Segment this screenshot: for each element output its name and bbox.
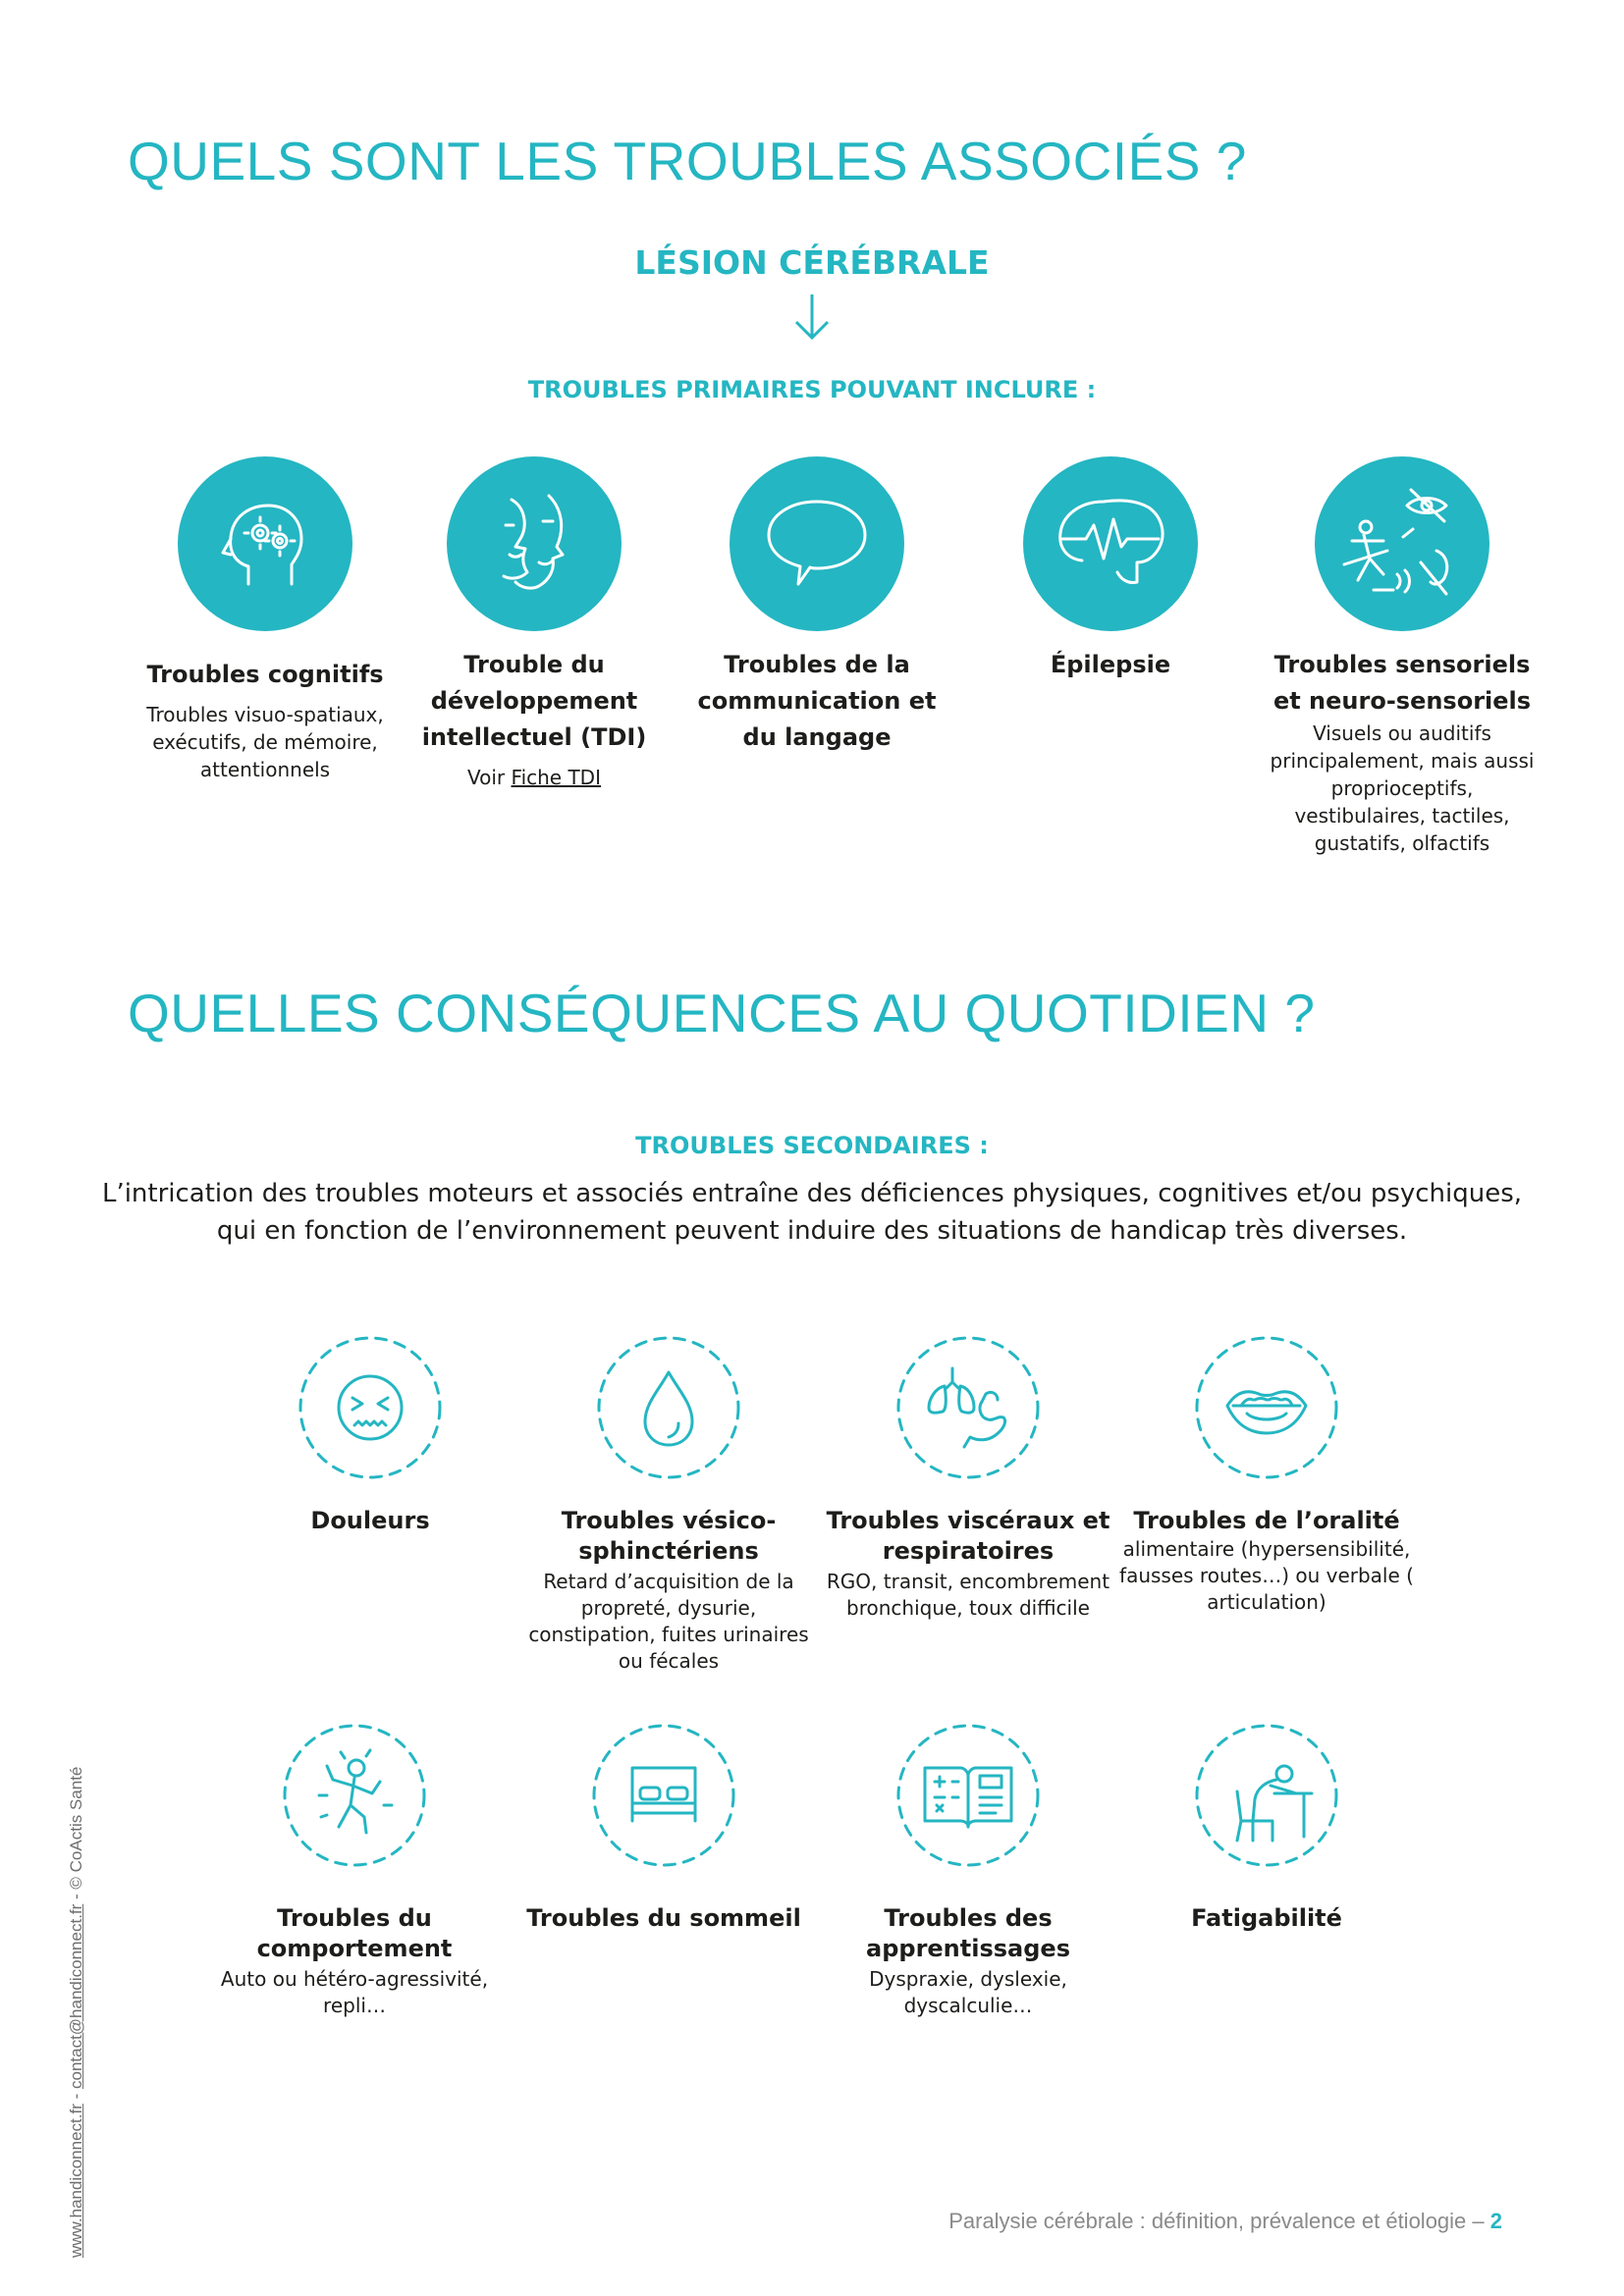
- primary-item-sensoriels: [1270, 456, 1535, 857]
- fiche-tdi-link[interactable]: Fiche TDI: [511, 766, 601, 789]
- primary-desc: Troubles visuo-spatiaux, exécutifs, de mémoire, attentionnels: [146, 703, 384, 781]
- primary-desc: Visuels ou auditifs principalement, mais aussi proprioceptifs, vestibulaires, tactiles, gustatifs, olfactifs: [1270, 721, 1535, 855]
- agitated-person-icon: [282, 1723, 427, 1868]
- secondary-item-vesico: [521, 1335, 816, 1675]
- footer-text: Paralysie cérébrale : définition, prévalence et étiologie –: [948, 2209, 1490, 2233]
- secondary-name: Troubles du comportement: [256, 1904, 453, 1962]
- arrow-down-icon: [791, 293, 833, 342]
- secondary-item-douleurs: [223, 1335, 517, 1536]
- email-link[interactable]: contact@handiconnect.fr: [67, 1903, 85, 2090]
- secondary-item-comportement: [207, 1723, 502, 2019]
- secondary-item-fatigabilite: [1119, 1723, 1414, 1934]
- secondary-name: Troubles des apprentissages: [866, 1904, 1070, 1962]
- senses-icon: [1315, 456, 1489, 631]
- primary-item-cognitifs: [133, 456, 398, 783]
- drop-icon: [596, 1335, 741, 1480]
- pain-face-icon: [298, 1335, 443, 1480]
- two-faces-icon: [447, 456, 622, 631]
- open-book-icon: [895, 1723, 1041, 1868]
- intro-line-2: qui en fonction de l’environnement peuvent induire des situations de handicap très diverses.: [216, 1216, 1408, 1246]
- secondary-item-sommeil: [516, 1723, 811, 1934]
- secondary-name: Troubles viscéraux et respiratoires: [826, 1507, 1110, 1565]
- secondary-name: Troubles de l’oralité: [1133, 1507, 1400, 1534]
- secondary-desc: alimentaire (hypersensibilité, fausses routes…) ou verbale ( articulation): [1119, 1537, 1414, 1614]
- brain-pulse-icon: [1023, 456, 1198, 631]
- page-title-consequences: QUELLES CONSÉQUENCES AU QUOTIDIEN ?: [128, 983, 1316, 1043]
- secondary-desc: RGO, transit, encombrement bronchique, toux difficile: [826, 1570, 1110, 1620]
- page-footer: [948, 2209, 1502, 2234]
- primary-item-epilepsie: [978, 456, 1243, 683]
- primary-name: Troubles de la communication et du langage: [697, 651, 937, 751]
- secondary-desc: Auto ou hétéro-agressivité, repli…: [220, 1967, 489, 2017]
- secondary-name: Fatigabilité: [1191, 1904, 1342, 1932]
- mouth-icon: [1194, 1335, 1339, 1480]
- primary-name: Épilepsie: [1050, 651, 1171, 678]
- lesion-cerebrale-label: LÉSION CÉRÉBRALE: [634, 243, 990, 282]
- intro-line-1: L’intrication des troubles moteurs et associés entraîne des déficiences physiques, cognitives et/ou psychiques,: [101, 1179, 1523, 1208]
- secondary-item-visceraux: [821, 1335, 1115, 1622]
- secondary-name: Douleurs: [310, 1507, 430, 1534]
- page-title-troubles-associes: QUELS SONT LES TROUBLES ASSOCIÉS ?: [128, 131, 1247, 191]
- secondary-desc: Retard d’acquisition de la propreté, dysurie, constipation, fuites urinaires ou fécales: [528, 1570, 809, 1673]
- side-sep-2: - © CoActis Santé: [67, 1766, 85, 1904]
- troubles-secondaires-label: TROUBLES SECONDAIRES :: [635, 1132, 989, 1159]
- bed-icon: [591, 1723, 736, 1868]
- primary-name: Trouble du développement intellectuel (TDI): [421, 651, 647, 751]
- primary-desc-prefix: Voir: [467, 766, 512, 789]
- page-number: 2: [1489, 2209, 1502, 2233]
- side-credit: [67, 1767, 86, 2258]
- primary-item-communication: [684, 456, 949, 756]
- primary-item-tdi: [402, 456, 667, 791]
- troubles-primaires-label: TROUBLES PRIMAIRES POUVANT INCLURE :: [527, 376, 1097, 403]
- secondary-name: Troubles vésico-sphinctériens: [561, 1507, 777, 1565]
- secondary-item-oralite: [1119, 1335, 1414, 1616]
- site-link[interactable]: www.handiconnect.fr: [67, 2104, 85, 2258]
- secondary-item-apprentissages: [821, 1723, 1115, 2019]
- primary-name: Troubles cognitifs: [146, 661, 384, 688]
- lungs-stomach-icon: [895, 1335, 1041, 1480]
- primary-desc-link[interactable]: [402, 764, 667, 791]
- tired-person-desk-icon: [1194, 1723, 1339, 1868]
- intro-paragraph: [98, 1175, 1526, 1250]
- secondary-desc: Dyspraxie, dyslexie, dyscalculie…: [869, 1967, 1067, 2017]
- primary-name: Troubles sensoriels et neuro-sensoriels: [1272, 651, 1532, 715]
- side-sep-1: -: [67, 2089, 85, 2105]
- speech-bubble-icon: [730, 456, 904, 631]
- secondary-name: Troubles du sommeil: [526, 1904, 801, 1932]
- head-gears-icon: [178, 456, 352, 631]
